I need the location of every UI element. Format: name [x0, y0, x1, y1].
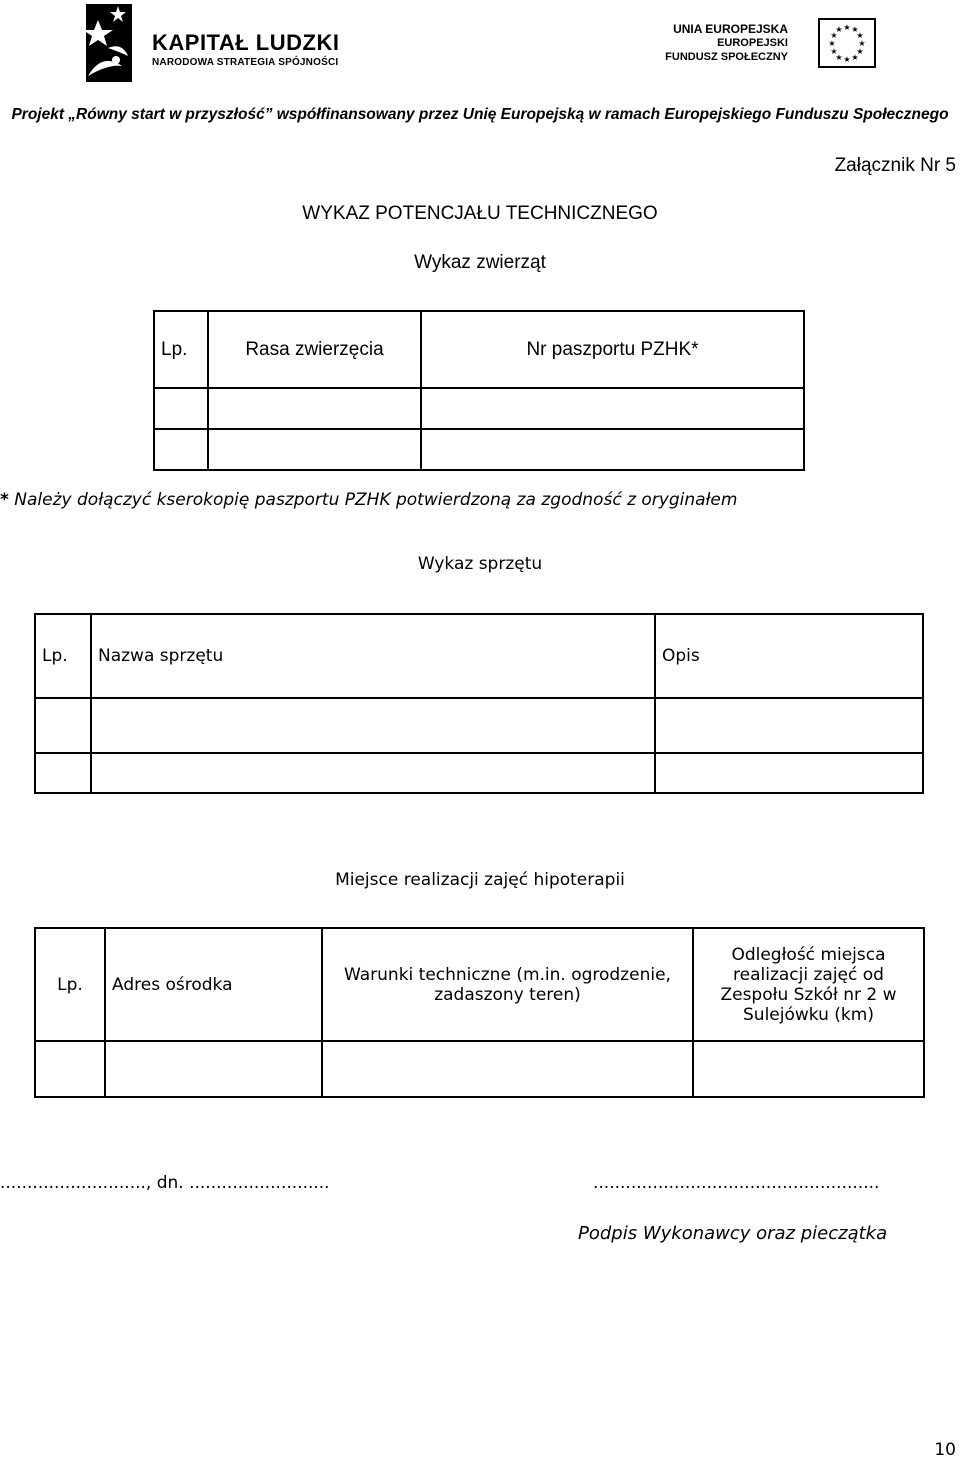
note-asterisk: * [0, 490, 9, 510]
table-cell[interactable] [35, 753, 91, 793]
svg-text:★: ★ [830, 31, 838, 40]
table-cell[interactable] [91, 753, 655, 793]
kapital-ludzki-logo [78, 2, 348, 84]
header-breed: Rasa zwierzęcia [208, 311, 421, 388]
svg-text:★: ★ [858, 39, 866, 48]
equipment-table [34, 613, 924, 794]
document-title: WYKAZ POTENCJAŁU TECHNICZNEGO [302, 203, 658, 224]
table-cell[interactable] [655, 753, 923, 793]
animals-table [153, 310, 805, 471]
header-equipment-name: Nazwa sprzętu [91, 614, 655, 698]
table-cell[interactable] [421, 429, 804, 470]
location-heading: Miejsce realizacji zajęć hipoterapii [335, 870, 625, 890]
header-address: Adres ośrodka [105, 928, 322, 1041]
logo-title: KAPITAŁ LUDZKI [152, 30, 340, 55]
table-cell[interactable] [154, 388, 208, 429]
kapital-ludzki-emblem-icon [78, 2, 138, 84]
svg-text:★: ★ [851, 53, 859, 62]
table-header-row [35, 614, 923, 698]
table-cell[interactable] [35, 698, 91, 753]
table-cell[interactable] [91, 698, 655, 753]
table-cell[interactable] [105, 1041, 322, 1097]
svg-text:★: ★ [851, 25, 859, 34]
equipment-heading: Wykaz sprzętu [417, 554, 543, 574]
eu-logo [655, 18, 880, 72]
header-lp: Lp. [35, 614, 91, 698]
header-description: Opis [655, 614, 923, 698]
svg-text:★: ★ [835, 25, 843, 34]
svg-text:★: ★ [856, 31, 864, 40]
table-cell[interactable] [322, 1041, 693, 1097]
table-cell[interactable] [421, 388, 804, 429]
table-cell[interactable] [655, 698, 923, 753]
header-passport: Nr paszportu PZHK* [421, 311, 804, 388]
header-lp: Lp. [154, 311, 208, 388]
eu-flag-icon [818, 18, 876, 68]
signature-label: Podpis Wykonawcy oraz pieczątka [578, 1223, 888, 1244]
table-row [35, 1041, 924, 1097]
table-row [154, 429, 804, 470]
header-technical-conditions: Warunki techniczne (m.in. ogrodzenie, zadaszony teren) [322, 928, 693, 1041]
passport-note [0, 490, 737, 510]
svg-text:★: ★ [830, 47, 838, 56]
table-cell[interactable] [693, 1041, 924, 1097]
note-text: Należy dołączyć kserokopię paszportu PZHK potwierdzoną za zgodność z oryginałem [8, 490, 738, 510]
location-table [34, 927, 925, 1098]
signature-line: ..................................................... [593, 1173, 880, 1193]
svg-text:★: ★ [843, 55, 851, 64]
eu-logo-line1: UNIA EUROPEJSKA [673, 22, 788, 36]
project-line: Projekt „Równy start w przyszłość” współfinansowany przez Unię Europejską w ramach Europejskiego Funduszu Społecznego [11, 106, 949, 123]
place-date-line: ..........................., dn. .......................... [0, 1173, 330, 1193]
header-distance: Odległość miejsca realizacji zajęć od Zespołu Szkół nr 2 w Sulejówku (km) [693, 928, 924, 1041]
table-header-row [154, 311, 804, 388]
table-row [154, 388, 804, 429]
animals-heading: Wykaz zwierząt [414, 252, 546, 273]
svg-text:★: ★ [835, 53, 843, 62]
svg-text:★: ★ [828, 39, 836, 48]
table-cell[interactable] [208, 388, 421, 429]
table-row [35, 698, 923, 753]
table-row [35, 753, 923, 793]
svg-text:★: ★ [856, 47, 864, 56]
table-cell[interactable] [208, 429, 421, 470]
annex-label: Załącznik Nr 5 [834, 155, 956, 176]
eu-logo-line2: EUROPEJSKI [717, 37, 788, 49]
table-header-row [35, 928, 924, 1041]
eu-logo-line3: FUNDUSZ SPOŁECZNY [665, 51, 788, 63]
logo-subtitle: NARODOWA STRATEGIA SPÓJNOŚCI [152, 57, 339, 68]
svg-text:★: ★ [843, 23, 851, 32]
page-number: 10 [934, 1440, 956, 1460]
table-cell[interactable] [154, 429, 208, 470]
header-lp: Lp. [35, 928, 105, 1041]
table-cell[interactable] [35, 1041, 105, 1097]
